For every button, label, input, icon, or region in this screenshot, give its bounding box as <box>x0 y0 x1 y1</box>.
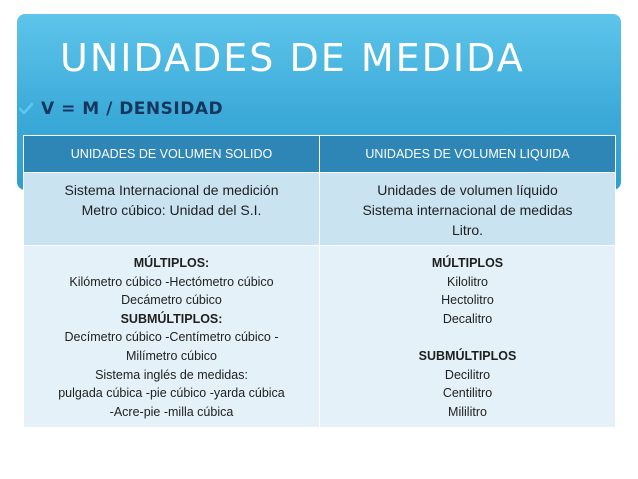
list-item: Decímetro cúbico -Centímetro cúbico - <box>64 330 279 345</box>
list-item: -Acre-pie -milla cúbica <box>109 404 234 419</box>
formula-bullet <box>19 97 223 121</box>
liquid-multiples-title: MÚLTIPLOS <box>431 256 504 270</box>
cell-line: Sistema internacional de medidas <box>362 202 573 218</box>
cell-solid-units <box>24 246 320 428</box>
table-row <box>24 246 616 428</box>
list-item: Centilitro <box>442 386 493 401</box>
list-item: Sistema inglés de medidas: <box>95 367 248 382</box>
list-item: Decámetro cúbico <box>121 293 222 308</box>
volume-units-table <box>23 135 616 428</box>
list-item: Hectolitro <box>441 293 494 308</box>
list-item: Kilolitro <box>447 274 488 289</box>
spacer <box>324 328 611 347</box>
cell-line: Sistema Internacional de medición <box>64 182 279 198</box>
cell-solid-system <box>24 173 320 246</box>
cell-liquid-units <box>320 246 616 428</box>
list-item: Milímetro cúbico <box>126 348 217 363</box>
checkmark-bullet-icon <box>19 102 33 116</box>
list-item: Decilitro <box>444 367 491 382</box>
list-item: Mililitro <box>448 404 487 419</box>
cell-liquid-system <box>320 173 616 246</box>
header-solid: UNIDADES DE VOLUMEN SOLIDO <box>24 136 320 173</box>
header-liquid: UNIDADES DE VOLUMEN LIQUIDA <box>320 136 616 173</box>
cell-line: Unidades de volumen líquido <box>377 182 558 198</box>
list-item: Decalitro <box>442 311 493 326</box>
table-row <box>24 173 616 246</box>
solid-submultiples-title: SUBMÚLTIPLOS: <box>120 311 223 326</box>
cell-line: Litro. <box>451 222 484 238</box>
list-item: Kilómetro cúbico -Hectómetro cúbico <box>69 274 274 289</box>
solid-multiples-title: MÚLTIPLOS: <box>133 256 210 270</box>
list-item: pulgada cúbica -pie cúbico -yarda cúbica <box>58 386 285 401</box>
slide-title: UNIDADES DE MEDIDA <box>60 36 525 80</box>
formula-text: V = M / DENSIDAD <box>41 99 224 119</box>
cell-line: Metro cúbico: Unidad del S.I. <box>81 202 262 218</box>
liquid-submultiples-title: SUBMÚLTIPLOS <box>418 348 517 363</box>
